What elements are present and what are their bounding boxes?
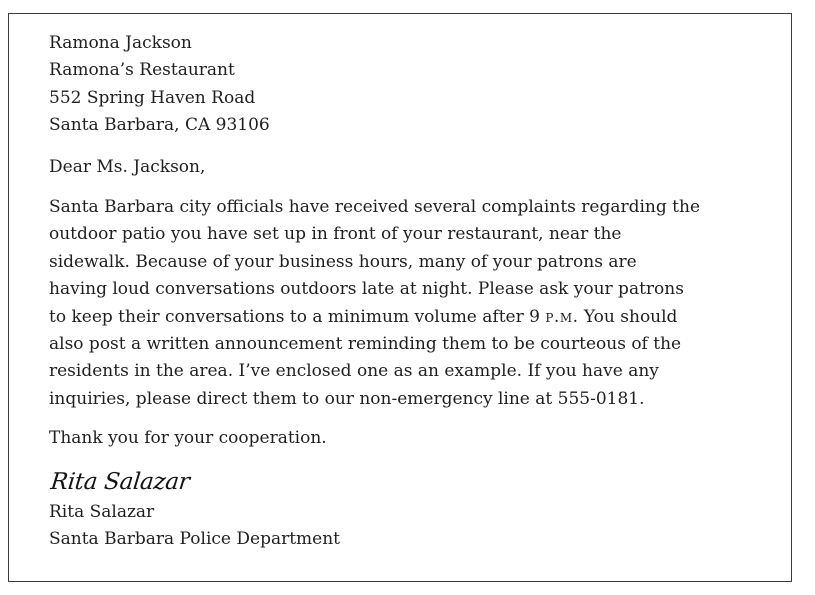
time-abbreviation: p.m. [545,306,579,327]
body-line-part: You should [578,306,678,327]
recipient-name: Ramona Jackson [49,33,192,53]
recipient-address [49,30,764,140]
handwritten-signature: Rita Salazar [49,468,191,495]
body-line: sidewalk. Because of your business hours, many of your patrons are [49,251,637,272]
recipient-business: Ramona’s Restaurant [49,60,235,81]
recipient-street: 552 Spring Haven Road [49,87,256,108]
body-line: also post a written announcement reminding them to be courteous of the [49,334,682,355]
recipient-city-state-zip: Santa Barbara, CA 93106 [49,115,270,136]
body-line: inquiries, please direct them to our non-emergency line at 555-0181. [49,388,645,409]
body-line: residents in the area. I’ve enclosed one as an example. If you have any [49,361,659,382]
sender-block [49,499,764,554]
closing-text: Thank you for your cooperation. [49,428,327,449]
letter-body [49,194,764,413]
body-line: having loud conversations outdoors late at night. Please ask your patrons [49,279,684,300]
salutation-text: Dear Ms. Jackson, [49,156,206,177]
body-line [49,304,764,331]
sender-department: Santa Barbara Police Department [49,529,341,550]
body-line-part: to keep their conversations to a minimum volume after 9 [49,306,546,327]
salutation [49,154,764,181]
body-line: outdoor patio you have set up in front of your restaurant, near the [49,224,622,245]
body-line: Santa Barbara city officials have received several complaints regarding the [49,197,701,218]
sender-name: Rita Salazar [49,501,155,522]
letter [49,30,764,554]
closing [49,425,764,452]
